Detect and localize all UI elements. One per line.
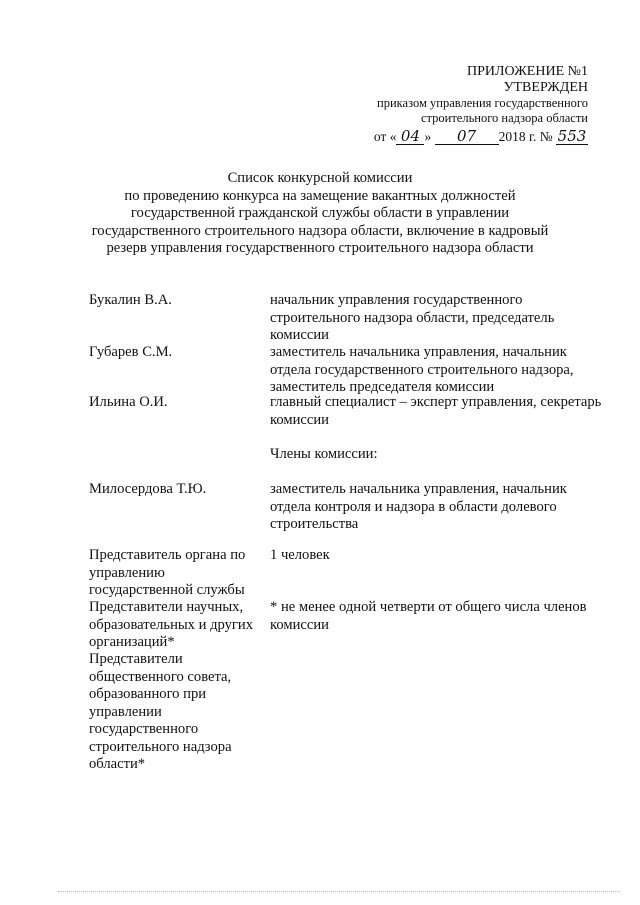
approval-header (374, 64, 588, 146)
order-line-1: приказом управления государственного (377, 96, 588, 110)
member-name: Представители общественного совета, образованного при управлении государственного строительного надзора области* (89, 651, 232, 772)
member-role: 1 человек (270, 547, 330, 563)
order-line-2: строительного надзора области (420, 111, 588, 125)
title-line: государственной гражданской службы области в управлении (130, 205, 510, 221)
title-line: по проведению конкурса на замещение вакантных должностей (124, 187, 516, 204)
member-name: Букалин В.А. (89, 292, 172, 308)
title-line: государственного строительного надзора области, включение в кадровый (91, 222, 549, 239)
date-mid: » (424, 129, 432, 144)
date-day: 04 (396, 129, 424, 145)
appendix-label: ПРИЛОЖЕНИЕ №1 (467, 64, 588, 79)
title-line: Список конкурсной комиссии (227, 170, 413, 186)
title-line: резерв управления государственного строительного надзора области (106, 240, 534, 256)
order-number: 553 (557, 127, 587, 145)
member-name: Представитель органа по управлению государственной службы (89, 547, 246, 598)
date-month: 07 (435, 129, 499, 145)
member-role: заместитель начальника управления, начальник отдела государственного строительного надзора, заместитель председателя комиссии (270, 344, 574, 395)
member-role: начальник управления государственного строительного надзора области, председатель комиссии (270, 292, 555, 343)
member-name: Ильина О.И. (89, 394, 168, 410)
members-heading: Члены комиссии: (270, 446, 378, 462)
member-name: Губарев С.М. (89, 344, 173, 360)
approved-label: УТВЕРЖДЕН (503, 80, 588, 95)
order-date-line (374, 128, 588, 146)
document-title (0, 170, 640, 258)
member-role: главный специалист – эксперт управления, секретарь комиссии (270, 394, 602, 428)
date-prefix: от « (373, 129, 397, 144)
member-role: заместитель начальника управления, начальник отдела контроля и надзора в области долевого строительства (270, 481, 567, 532)
date-year: 2018 г. № (498, 129, 553, 144)
member-role: * не менее одной четверти от общего числа членов комиссии (270, 599, 587, 633)
member-name: Представители научных, образовательных и других организаций* (89, 599, 254, 650)
scan-artifact-line (58, 891, 620, 893)
member-name: Милосердова Т.Ю. (89, 481, 207, 497)
